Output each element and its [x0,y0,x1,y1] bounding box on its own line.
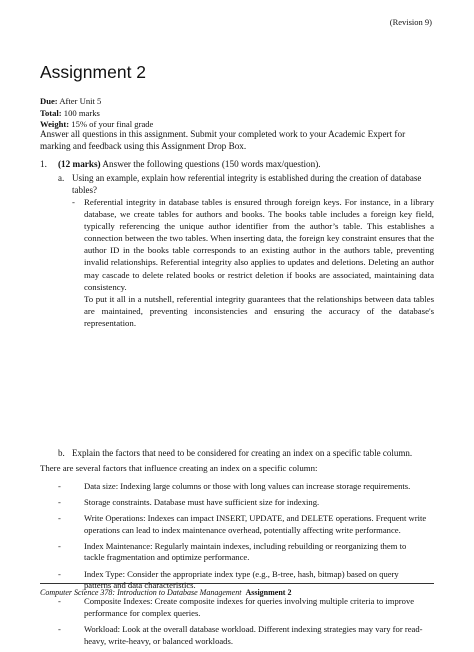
factors-list [58,481,428,652]
answer-dash: - [72,197,75,207]
page-footer [40,588,291,597]
list-item [58,624,428,647]
part-b-label: b. [58,448,65,458]
footer-course: Computer Science 378: Introduction to Database Management [40,588,242,597]
list-item [58,497,428,509]
due-label: Due: [40,96,58,106]
list-dash: - [58,596,61,607]
list-dash: - [58,623,61,634]
total-label: Total: [40,107,62,118]
list-dash: - [58,497,61,508]
question-number: 1. [40,159,47,169]
footer-divider [40,583,434,584]
list-item-text: Index Maintenance: Regularly maintain indexes, including rebuilding or reorganizing them to tackle fragmentation and optimize performance. [84,540,407,563]
assignment-meta [40,96,153,131]
weight-label: Weight: [40,119,70,129]
question-1b [58,447,434,459]
list-dash: - [58,481,61,491]
intro-paragraph: Answer all questions in this assignment. Submit your completed work to your Academic Expert for marking and feedback using this Assignment Drop Box. [40,129,406,152]
page-title: Assignment 2 [40,62,147,82]
list-dash: - [58,568,61,579]
list-item [58,513,428,536]
part-b-text: Explain the factors that need to be considered for creating an index on a specific table column. [72,448,413,458]
list-item-text: Data size: Indexing large columns or those with long values can increase storage requirements. [84,481,411,491]
footer-doc-title: Assignment 2 [245,588,292,597]
list-item-text: Write Operations: Indexes can impact INSERT, UPDATE, and DELETE operations. Frequent write operations can lead to index maintenance overhead, potentially affecting write performance. [84,513,427,535]
due-line [40,96,153,108]
question-marks: (12 marks) [58,159,101,169]
factors-intro: There are several factors that influence creating an index on a specific column: [40,463,318,473]
list-item [58,541,428,564]
list-item-text: Storage constraints. Database must have sufficient size for indexing. [84,497,320,508]
list-item [58,596,428,619]
total-line [40,108,153,120]
part-a-label: a. [58,173,65,183]
list-dash: - [58,540,61,551]
list-dash: - [58,513,61,524]
question-text: Answer the following questions (150 words max/question). [100,159,321,169]
list-item [58,481,428,493]
answer-1a [72,196,434,329]
answer-paragraph-2: To put it all in a nutshell, referential integrity guarantees that the relationships between data tables are maintained, preventing inconsistencies and ensuring the accuracy of the database's representation. [84,293,434,328]
part-a-text: Using an example, explain how referential integrity is established during the creation of database tables? [72,173,422,195]
question-1 [40,158,435,170]
total-value: 100 marks [61,107,100,118]
question-1a [58,172,434,196]
list-item-text: Index Type: Consider the appropriate index type (e.g., B-tree, hash, bitmap) based on query patterns and data characteristics. [84,568,399,591]
revision-label: (Revision 9) [389,17,432,27]
due-value: After Unit 5 [57,96,102,106]
weight-value: 15% of your final grade [69,119,154,129]
answer-paragraph-1: Referential integrity in database tables is ensured through foreign keys. For instance, in a library database, we create tables for authors and books. The books table includes a foreign key field, typically referencing the unique author identifier from the author’s table. This establishes a connection between the two tables. When inserting data, the foreign key constraint ensures that the author ID in the books table corresponds to an existing author in the authors table, preventing invalid relationships. Referential integrity also applies to updates and deletions. Deleting an author may cascade to delete related books or restrict deletion if books are associated, maintaining data consistency. [84,197,434,292]
list-item-text: Workload: Look at the overall database workload. Different indexing strategies may vary for read-heavy, write-heavy, or balanced workloads. [84,623,423,646]
list-item-text: Composite Indexes: Create composite indexes for queries involving multiple criteria to improve performance for complex queries. [84,596,415,618]
